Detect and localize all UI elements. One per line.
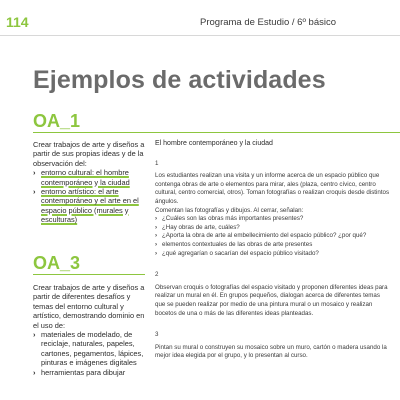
oa1-list bbox=[33, 168, 145, 224]
activity-text: Observan croquis o fotografías del espacio visitado y proponen diferentes ideas para realizar un mural en él. En grupos pequeños, dialogan acerca de diferentes temas que se pueden realizar por medio de una pintura mural o un mosaico y realizan bocetos de una o más de las diferentes ideas planteadas. bbox=[155, 283, 388, 317]
oa1-divider bbox=[33, 132, 400, 133]
activity-number: 1 bbox=[155, 159, 159, 167]
oa1-objective bbox=[33, 140, 145, 225]
question-item: › ¿Aporta la obra de arte al embellecimiento del espacio público? ¿por qué? bbox=[155, 232, 391, 241]
oa3-item-text: materiales de modelado, de reciclaje, naturales, papeles, cartones, pegamentos, lápices, pinturas e imágenes digitales bbox=[41, 330, 144, 368]
question-item: › ¿Hay obras de arte, cuáles? bbox=[155, 224, 391, 233]
oa1-heading: OA_1 bbox=[33, 111, 81, 131]
page-title: Ejemplos de actividades bbox=[33, 66, 326, 94]
oa3-heading: OA_3 bbox=[33, 253, 81, 273]
activity-number: 2 bbox=[155, 271, 159, 279]
oa3-item bbox=[33, 368, 145, 377]
oa3-item-text: herramientas para dibujar bbox=[41, 367, 126, 377]
activity-number: 3 bbox=[155, 331, 159, 339]
activities-title: El hombre contemporáneo y la ciudad bbox=[155, 140, 273, 147]
oa1-intro: Crear trabajos de arte y diseños a partir de sus propias ideas y de la observación del: bbox=[33, 140, 145, 168]
activity-prompt: Comentan las fotografías y dibujos. Al cerrar, señalan: bbox=[155, 206, 304, 214]
activity-text: Los estudiantes realizan una visita y un informe acerca de un espacio público que contenga obras de arte o elementos para mirar, ales (plaza, centro cívico, centro cultural, centro comercial, otros). Toman fotografías o realizan croquis desde distintos ángulos. bbox=[155, 172, 390, 205]
question-item: › ¿qué agregarían o sacarían del espacio público visitado? bbox=[155, 250, 391, 259]
oa3-divider bbox=[33, 274, 145, 275]
activities-column bbox=[155, 140, 391, 374]
oa1-item bbox=[33, 187, 145, 225]
activity-questions bbox=[155, 215, 391, 258]
running-header: Programa de Estudio / 6º básico bbox=[200, 17, 337, 28]
question-item: › ¿Cuáles son las obras más importantes presentes? bbox=[155, 215, 391, 224]
oa1-item bbox=[33, 168, 145, 187]
activity-2 bbox=[155, 271, 391, 318]
page-number: 114 bbox=[6, 14, 29, 30]
oa1-item-text: entorno cultural: el hombre contemporáneo y la ciudad bbox=[41, 168, 130, 187]
oa3-list bbox=[33, 330, 145, 377]
oa3-item bbox=[33, 330, 145, 368]
header-divider bbox=[0, 35, 400, 36]
activity-1 bbox=[155, 160, 391, 259]
activity-text: Pintan su mural o construyen su mosaico sobre un muro, cartón o madera usando la mejor idea elegida por el grupo, y lo presentan al curso. bbox=[155, 343, 387, 360]
oa3-intro: Crear trabajos de arte y diseños a partir de diferentes desafíos y temas del entorno cultural y artístico, demostrando dominio en el uso de: bbox=[33, 283, 145, 330]
oa3-objective bbox=[33, 283, 145, 377]
activity-3 bbox=[155, 331, 391, 361]
question-item: › elementos contextuales de las obras de arte presentes bbox=[155, 241, 391, 250]
oa1-item-text: entorno artístico: el arte contemporáneo y el arte en el espacio público (murales y esculturas) bbox=[41, 187, 139, 225]
